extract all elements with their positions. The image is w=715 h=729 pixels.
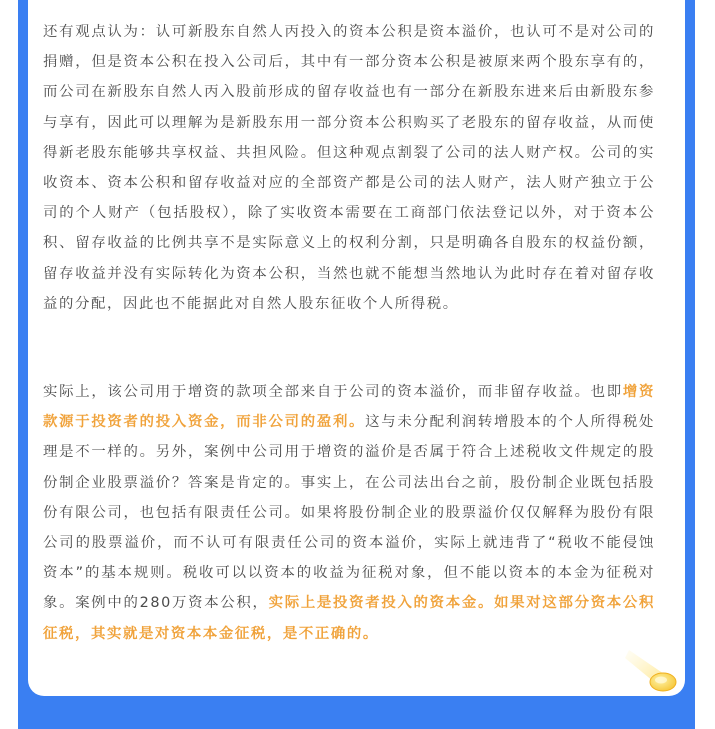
paragraph-2	[43, 377, 655, 649]
article-card	[28, 0, 685, 696]
paragraph-1: 还有观点认为：认可新股东自然人丙投入的资本公积是资本溢价，也认可不是对公司的捐赠，但是资本公积在投入公司后，其中有一部分资本公积是被原来两个股东享有的，而公司在新股东自然人丙入股前形成的留存收益也有一部分在新股东进来后由新股东参与享有，因此可以理解为是新股东用一部分资本公积购买了老股东的留存收益，从而使得新老股东能够共享权益、共担风险。但这种观点割裂了公司的法人财产权。公司的实收资本、资本公积和留存收益对应的全部资产都是公司的法人财产，法人财产独立于公司的个人财产（包括股权），除了实收资本需要在工商部门依法登记以外，对于资本公积、留存收益的比例共享不是实际意义上的权利分割，只是明确各自股东的权益份额，留存收益并没有实际转化为资本公积，当然也就不能想当然地认为此时存在着对留存收益的分配，因此也不能据此对自然人股东征收个人所得税。	[43, 24, 655, 312]
paragraph-2-part-1: 实际上，该公司用于增资的款项全部来自于公司的资本溢价，而非留存收益。也即	[43, 384, 623, 400]
highlight-investor-funds: 增资款源于投资者的投入资金，而非公司的盈利。	[43, 384, 656, 431]
paragraph-2-part-2: 这与未分配利润转增股本的个人所得税处理是不一样的。另外，案例中公司用于增资的溢价是否属于符合上述税收文件规定的股份制企业股票溢价？答案是肯定的。事实上，在公司法出台之前，股份制企业既包括股份有限公司，也包括有限责任公司。如果将股份制企业的股票溢价仅仅解释为股份有限公司的股票溢价，而不认可有限责任公司的资本溢价，实际上就违背了“税收不能侵蚀资本”的基本规则。税收可以以资本的收益为征税对象，但不能以资本的本金为征税对象。案例中的280万资本公积，	[43, 414, 655, 612]
highlight-capital-principal: 实际上是投资者投入的资本金。如果对这部分资本公积征税，其实就是对资本本金征税，是不正确的。	[43, 595, 655, 642]
gold-coin-sparkle-icon	[623, 646, 679, 694]
